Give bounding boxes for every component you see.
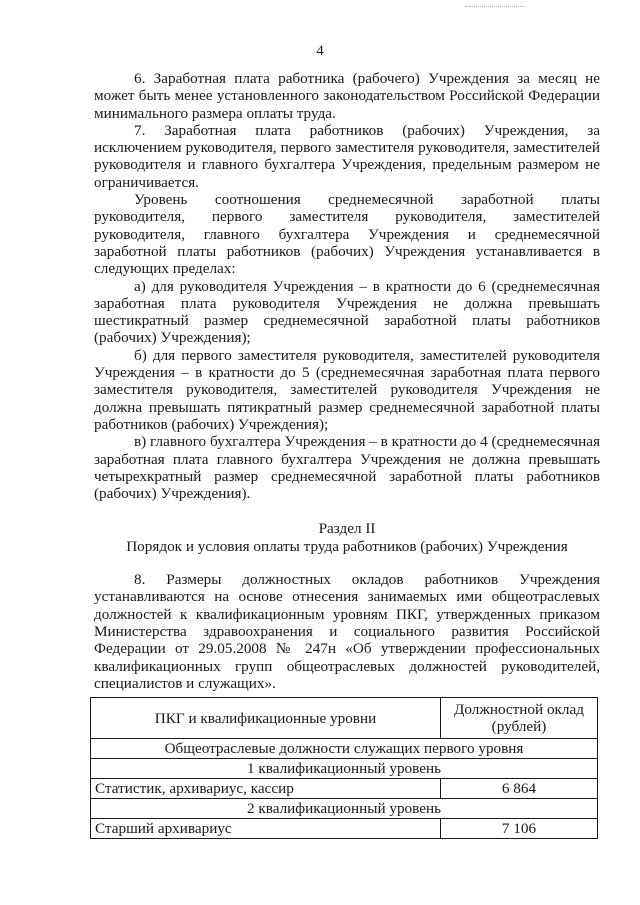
level-1-salary: 6 864 (441, 779, 598, 799)
scan-mark (465, 6, 525, 8)
header-salary: Должностной оклад (рублей) (441, 698, 598, 739)
table-header-row (91, 698, 598, 739)
table-row (91, 779, 598, 799)
level-1-positions: Статистик, архивариус, кассир (91, 779, 441, 799)
group-row (91, 739, 598, 759)
header-pkg-levels: ПКГ и квалификационные уровни (91, 698, 441, 739)
ratio-intro-paragraph: Уровень соотношения среднемесячной заработной платы руководителя, первого заместителя руководителя, заместителей руководителя, главного бухгалтера Учреждения и среднемесячной заработной платы работников (рабочих) Учреждения устанавливается в следующих пределах: (94, 191, 600, 278)
section-subtitle: Порядок и условия оплаты труда работников (рабочих) Учреждения (126, 537, 568, 555)
document-body (94, 70, 600, 692)
item-a-paragraph: а) для руководителя Учреждения – в кратности до 6 (среднемесячная заработная плата руководителя Учреждения не должна превышать шестикратный размер среднемесячной заработной платы работников (рабочих) Учреждения); (94, 277, 600, 347)
item-c-paragraph: в) главного бухгалтера Учреждения – в кратности до 4 (среднемесячная заработная плата главного бухгалтера Учреждения не должна превышать четырехкратный размер среднемесячной заработной платы работников (рабочих) Учреждения). (94, 433, 600, 503)
level-2-positions: Старший архивариус (91, 819, 441, 839)
page-number: 4 (316, 43, 324, 59)
paragraph-8: 8. Размеры должностных окладов работников Учреждения устанавливаются на основе отнесения занимаемых ими общеотраслевых должностей к квалификационным уровням ПКГ, утвержденных приказом Министерства здравоохранения и социального развития Российской Федерации от 29.05.2008 № 247н «Об утверждении профессиональных квалификационных групп общеотраслевых должностей руководителей, специалистов и служащих». (94, 571, 600, 692)
section-title: Раздел II (318, 520, 376, 538)
salary-table (90, 697, 598, 839)
level-1-title: 1 квалификационный уровень (91, 759, 598, 779)
section-spacer (94, 555, 600, 571)
item-b-paragraph: б) для первого заместителя руководителя, заместителей руководителя Учреждения – в кратности до 5 (среднемесячная заработная плата первого заместителя руководителя, заместителей руководителя Учреждения не должна превышать пятикратный размер среднемесячной заработной платы работников (рабочих) Учреждения); (94, 346, 600, 433)
paragraph-6: 6. Заработная плата работника (рабочего) Учреждения за месяц не может быть менее установленного законодательством Российской Федерации минимального размера оплаты труда. (94, 70, 600, 122)
level-2-title: 2 квалификационный уровень (91, 799, 598, 819)
group-title: Общеотраслевые должности служащих первого уровня (91, 739, 598, 759)
level-2-salary: 7 106 (441, 819, 598, 839)
level-2-row (91, 799, 598, 819)
paragraph-7: 7. Заработная плата работников (рабочих) Учреждения, за исключением руководителя, первого заместителя руководителя, заместителей руководителя и главного бухгалтера Учреждения, предельным размером не ограничивается. (94, 121, 600, 191)
table-row (91, 819, 598, 839)
level-1-row (91, 759, 598, 779)
